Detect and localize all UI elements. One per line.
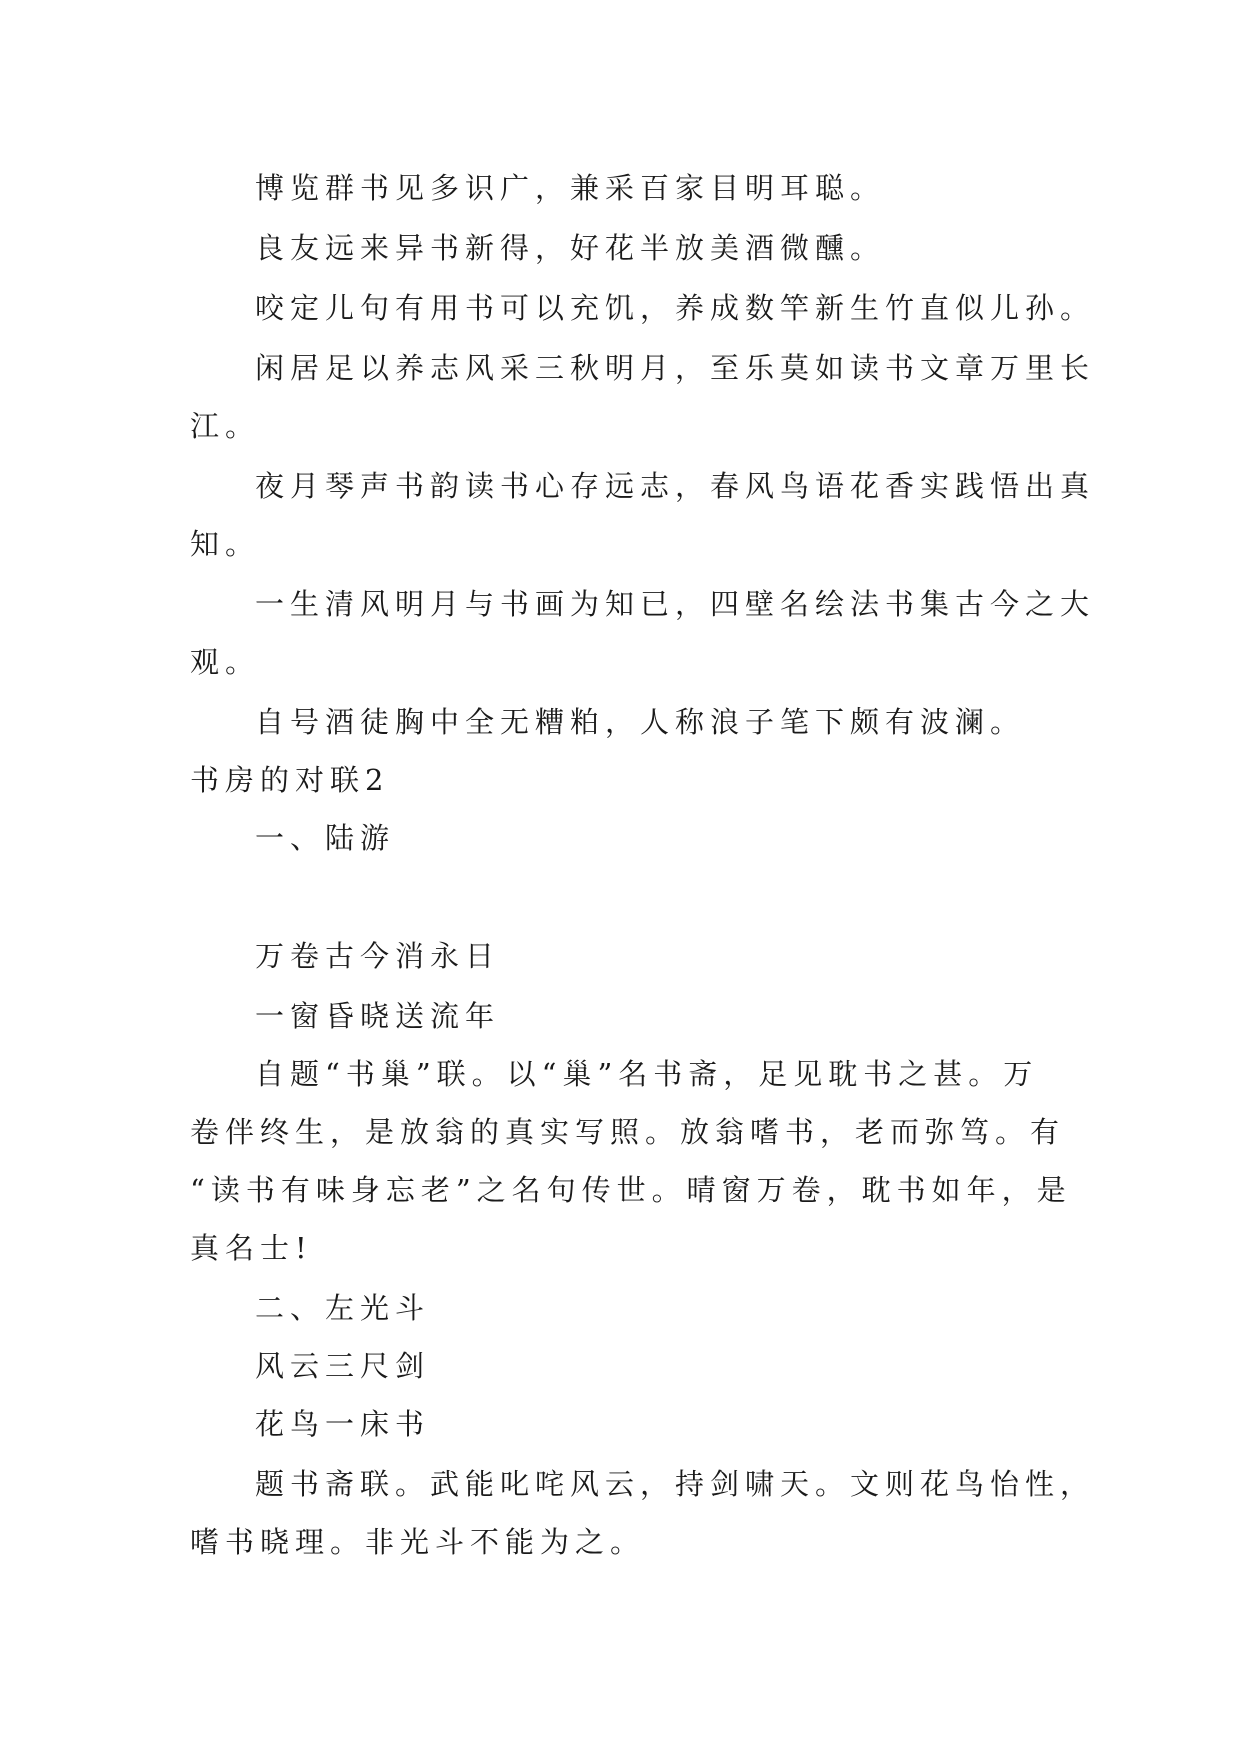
paragraph-line: 真名士! [190, 1231, 313, 1265]
couplet-line: 博览群书见多识广，兼采百家目明耳聪。 [255, 171, 886, 205]
couplet-line: 良友远来异书新得，好花半放美酒微醺。 [255, 231, 886, 265]
couplet-line: 闲居足以养志风采三秋明月，至乐莫如读书文章万里长 [255, 351, 1096, 385]
couplet-line-continuation: 观。 [190, 645, 261, 679]
subsection-heading: 一、陆游 [255, 821, 396, 855]
couplet-line: 万卷古今消永日 [255, 939, 501, 973]
paragraph-line: 题书斋联。武能叱咤风云，持剑啸天。文则花鸟怡性， [255, 1467, 1096, 1501]
paragraph-line: 嗜书晓理。非光斗不能为之。 [190, 1525, 646, 1559]
couplet-line: 一生清风明月与书画为知已，四壁名绘法书集古今之大 [255, 587, 1096, 621]
paragraph-line: 卷伴终生，是放翁的真实写照。放翁嗜书，老而弥笃。有 [190, 1115, 1066, 1149]
couplet-line-continuation: 知。 [190, 527, 261, 561]
paragraph-line: “读书有味身忘老”之名句传世。晴窗万卷，耽书如年，是 [190, 1173, 1072, 1207]
couplet-line: 花鸟一床书 [255, 1407, 431, 1441]
section-heading: 书房的对联2 [190, 763, 390, 797]
couplet-line: 风云三尺剑 [255, 1349, 431, 1383]
couplet-line: 夜月琴声书韵读书心存远志，春风鸟语花香实践悟出真 [255, 469, 1096, 503]
couplet-line: 自号酒徒胸中全无糟粕，人称浪子笔下颇有波澜。 [255, 705, 1026, 739]
paragraph-line: 自题“书巢”联。以“巢”名书斋，足见耽书之甚。万 [255, 1057, 1039, 1091]
couplet-line-continuation: 江。 [190, 409, 261, 443]
subsection-heading: 二、左光斗 [255, 1291, 431, 1325]
couplet-line: 咬定儿句有用书可以充饥，养成数竿新生竹直似儿孙。 [255, 291, 1096, 325]
couplet-line: 一窗昏晓送流年 [255, 999, 501, 1033]
